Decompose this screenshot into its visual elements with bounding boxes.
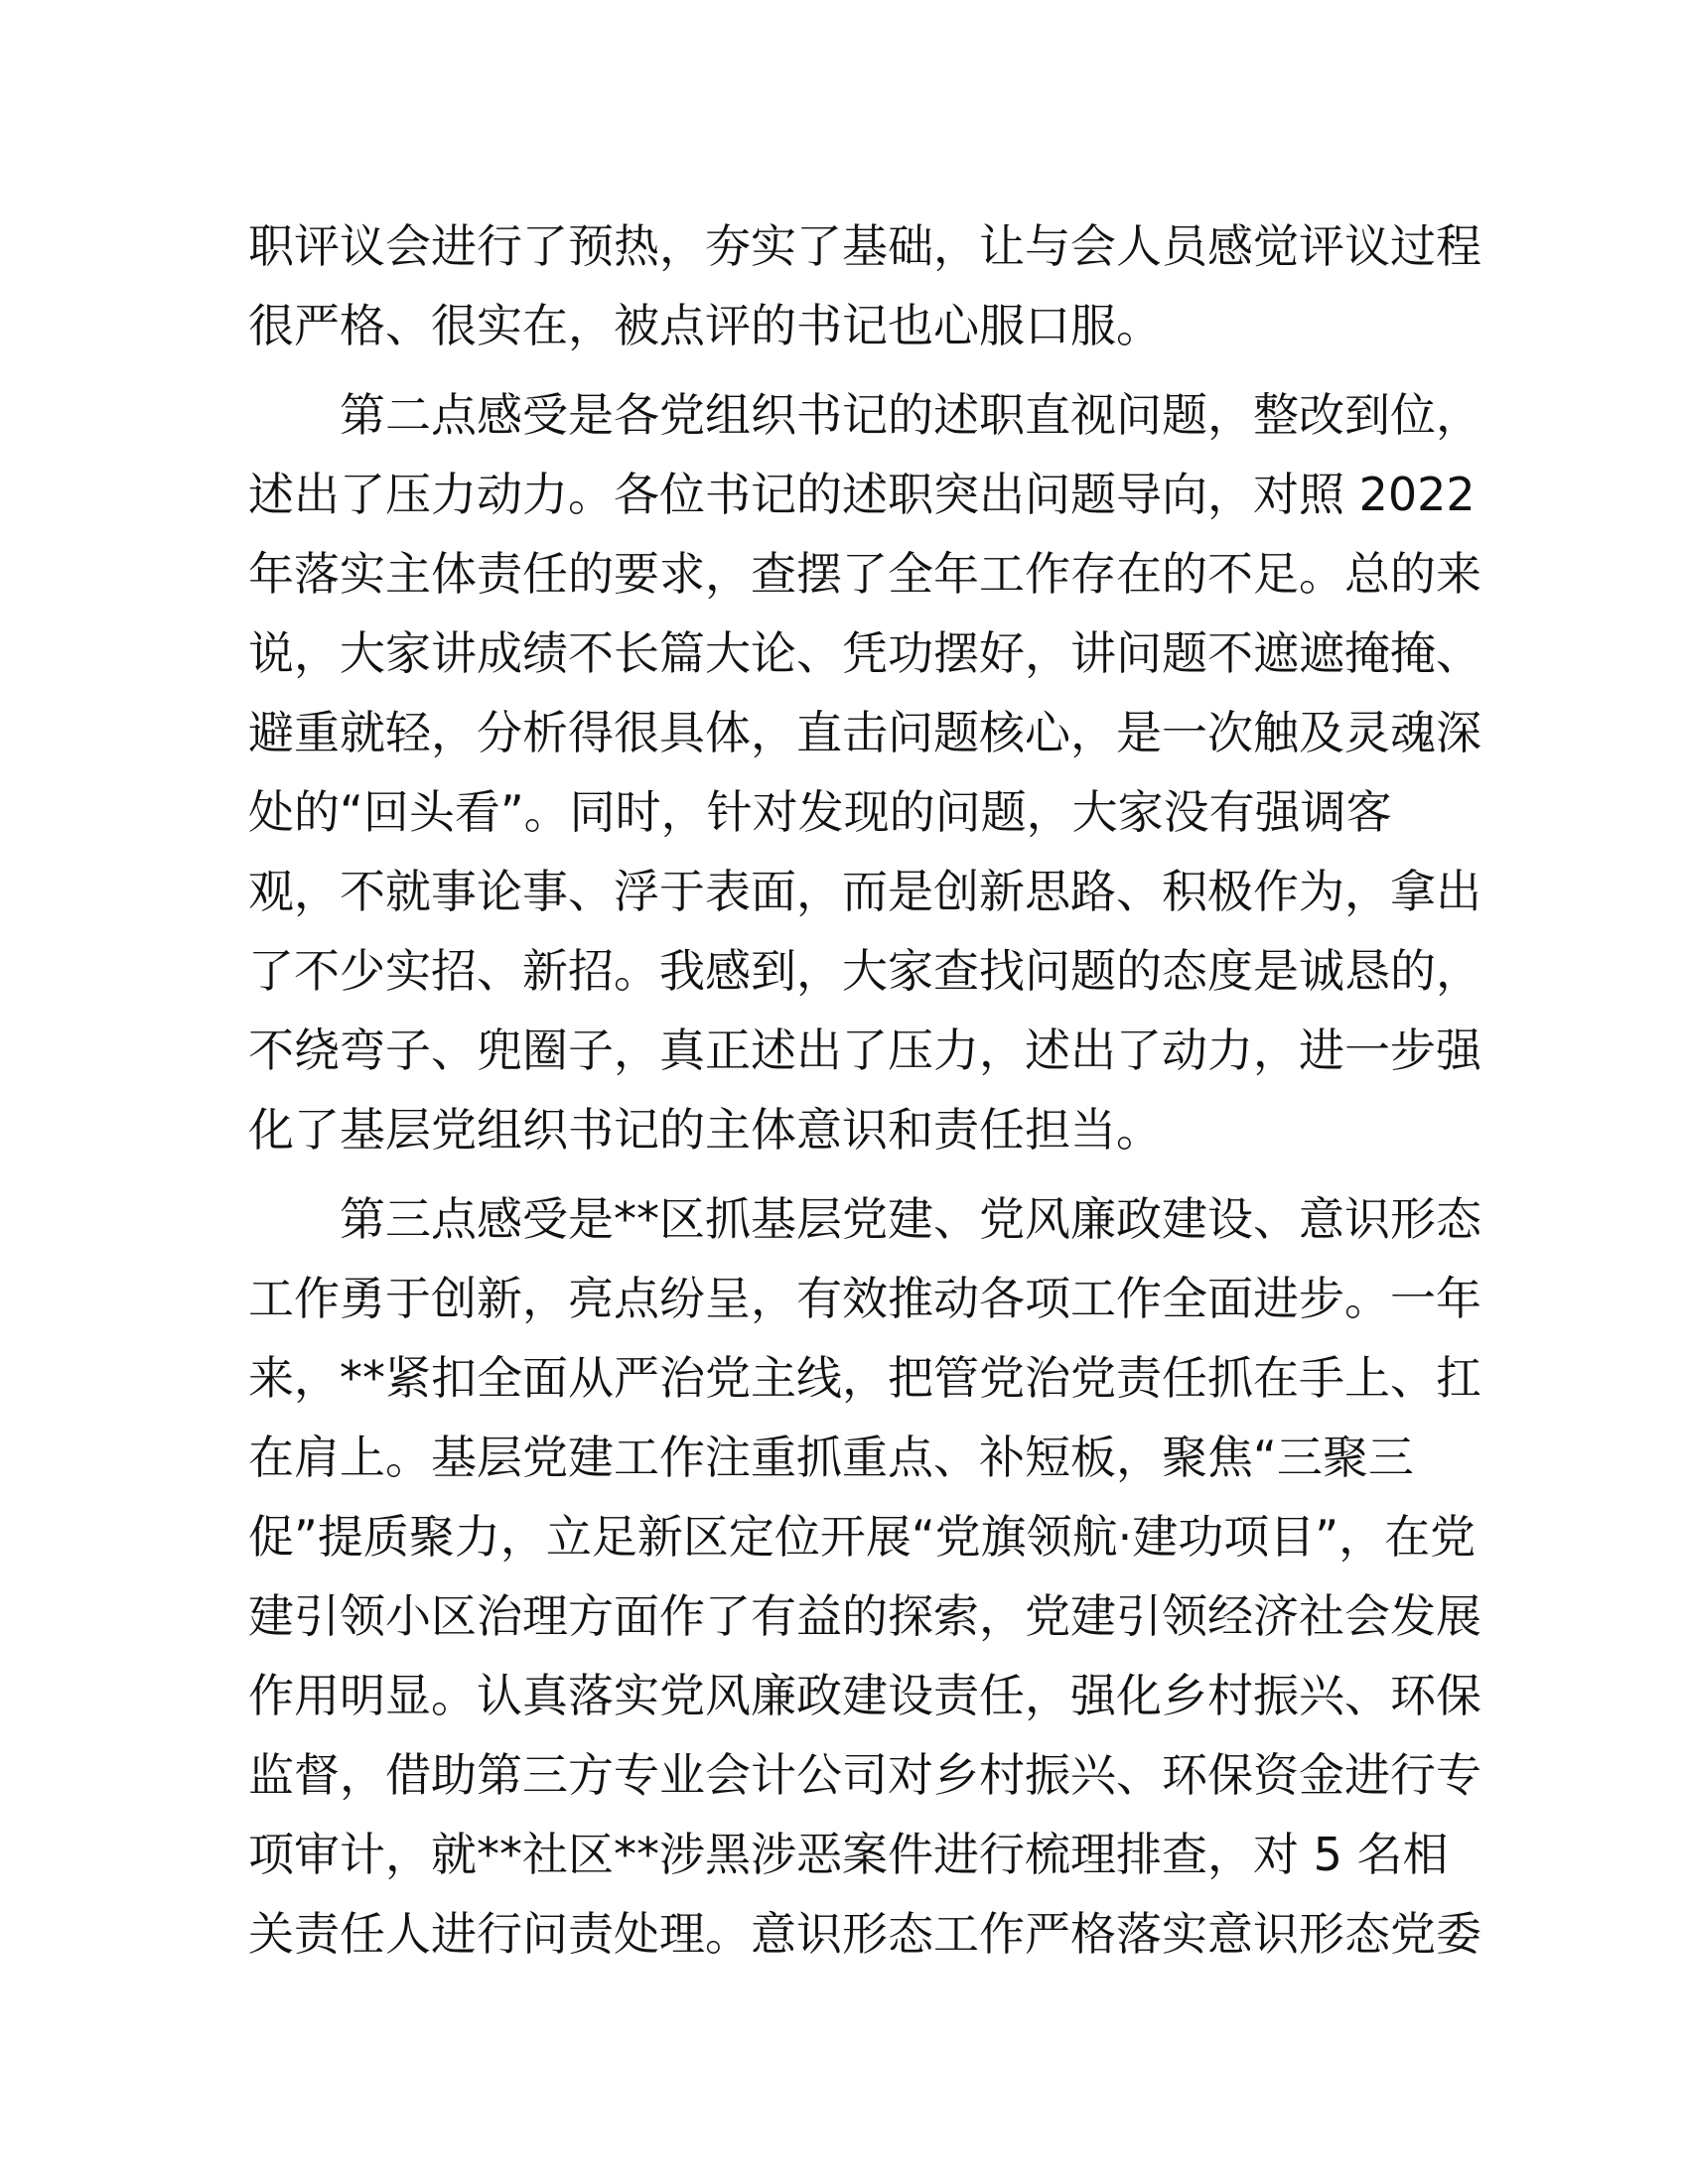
text-line: 处的“回头看”。同时，针对发现的问题，大家没有强调客 — [248, 785, 1392, 839]
text-line: 说，大家讲成绩不长篇大论、凭功摆好，讲问题不遮遮掩掩、 — [248, 626, 1481, 680]
text-line: 第三点感受是**区抓基层党建、党风廉政建设、意识形态 — [340, 1192, 1481, 1246]
text-line: 观，不就事论事、浮于表面，而是创新思路、积极作为，拿出 — [248, 865, 1481, 918]
text-line: 监督，借助第三方专业会计公司对乡村振兴、环保资金进行专 — [248, 1748, 1481, 1802]
text-line: 第二点感受是各党组织书记的述职直视问题，整改到位， — [340, 388, 1481, 442]
text-line: 述出了压力动力。各位书记的述职突出问题导向，对照 2022 — [248, 468, 1476, 521]
text-line: 职评议会进行了预热，夯实了基础，让与会人员感觉评议过程 — [248, 219, 1481, 273]
paragraph — [248, 375, 1481, 1169]
paragraph — [248, 1179, 1481, 1974]
text-line: 来，**紧扣全面从严治党主线，把管党治党责任抓在手上、扛 — [248, 1351, 1481, 1405]
text-line: 化了基层党组织书记的主体意识和责任担当。 — [248, 1103, 1162, 1157]
text-line: 工作勇于创新，亮点纷呈，有效推动各项工作全面进步。一年 — [248, 1272, 1481, 1325]
text-line: 在肩上。基层党建工作注重抓重点、补短板，聚焦“三聚三 — [248, 1431, 1414, 1484]
text-line: 很严格、很实在，被点评的书记也心服口服。 — [248, 299, 1162, 352]
text-line: 促”提质聚力，立足新区定位开展“党旗领航·建功项目”，在党 — [248, 1510, 1477, 1564]
text-line: 避重就轻，分析得很具体，直击问题核心，是一次触及灵魂深 — [248, 706, 1481, 759]
text-line: 不绕弯子、兜圈子，真正述出了压力，述出了动力，进一步强 — [248, 1024, 1481, 1077]
text-line: 年落实主体责任的要求，查摆了全年工作存在的不足。总的来 — [248, 547, 1481, 601]
paragraph — [248, 206, 1481, 365]
text-line: 项审计，就**社区**涉黑涉恶案件进行梳理排查，对 5 名相 — [248, 1828, 1449, 1881]
text-line: 关责任人进行问责处理。意识形态工作严格落实意识形态党委 — [248, 1907, 1481, 1961]
text-line: 了不少实招、新招。我感到，大家查找问题的态度是诚恳的， — [248, 944, 1481, 998]
text-line: 建引领小区治理方面作了有益的探索，党建引领经济社会发展 — [248, 1589, 1481, 1643]
text-line: 作用明显。认真落实党风廉政建设责任，强化乡村振兴、环保 — [248, 1669, 1481, 1722]
document-body — [248, 206, 1481, 1974]
